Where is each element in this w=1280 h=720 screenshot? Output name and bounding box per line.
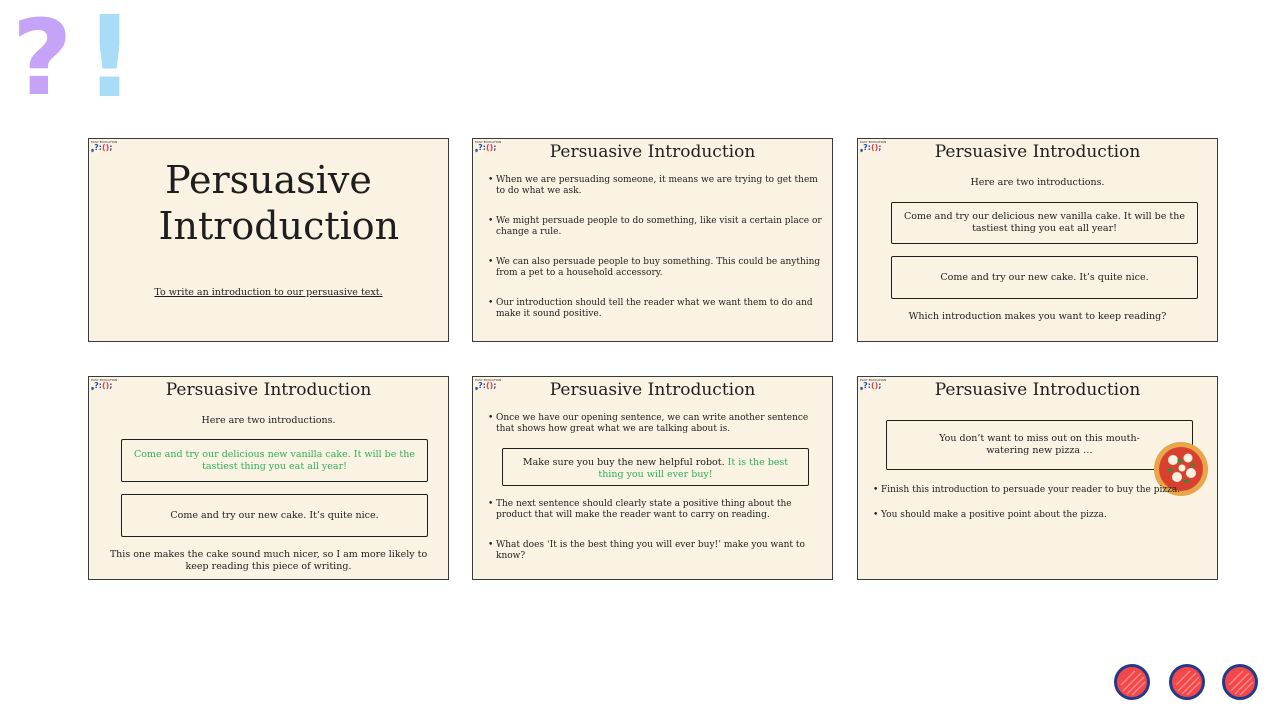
nav-button-3[interactable]: [1222, 664, 1258, 700]
bullet-item: • You should make a positive point about the pizza.: [873, 510, 1207, 521]
prompt-box: You don’t want to miss out on this mouth-watering new pizza …: [886, 420, 1193, 470]
bullet-item: • We might persuade people to do something, like visit a certain place or change a rule.: [488, 216, 822, 238]
question-text: Which introduction makes you want to keep reading?: [908, 311, 1167, 322]
intro-text: Here are two introductions.: [970, 177, 1105, 188]
brand-mark: EASY EDUCATION ❟?:();: [475, 140, 502, 152]
scribble-circle-icon: [1225, 667, 1255, 697]
slide-title: Persuasive Introduction: [934, 142, 1141, 162]
bullet-item: • Our introduction should tell the reader what we want them to do and make it sound positive.: [488, 298, 822, 320]
scribble-circle-icon: [1117, 667, 1147, 697]
example-box: Make sure you buy the new helpful robot. It is the best thing you will ever buy!: [502, 448, 809, 486]
brand-mark: EASY EDUCATION ❟?:();: [475, 378, 502, 390]
bullet-item: • Once we have our opening sentence, we can write another sentence that shows how great what we are talking about is.: [488, 413, 822, 435]
slide-thumbnail-3[interactable]: [857, 138, 1218, 342]
learning-objective: To write an introduction to our persuasive text.: [154, 287, 383, 298]
slide-title: Persuasive Introduction: [549, 380, 756, 400]
bullet-list: [488, 175, 822, 339]
slide-thumbnail-4[interactable]: [88, 376, 449, 580]
bullet-item: • When we are persuading someone, it means we are trying to get them to do what we ask.: [488, 175, 822, 197]
brand-mark: EASY EDUCATION ❟?:();: [91, 378, 118, 390]
slide-thumbnail-5[interactable]: [472, 376, 833, 580]
slide-title: Persuasive Introduction: [934, 380, 1141, 400]
example-box-plain: Come and try our new cake. It’s quite nice.: [891, 256, 1198, 299]
slide-thumbnail-2[interactable]: [472, 138, 833, 342]
example-box-persuasive: Come and try our delicious new vanilla cake. It will be the tastiest thing you eat all year!: [121, 439, 428, 482]
logo: [12, 0, 136, 123]
nav-button-1[interactable]: [1114, 664, 1150, 700]
scribble-circle-icon: [1172, 667, 1202, 697]
intro-text: Here are two introductions.: [201, 415, 336, 426]
bullet-item: • The next sentence should clearly state a positive thing about the product that will make the reader want to carry on reading.: [488, 499, 822, 521]
example-box-plain: Come and try our new cake. It’s quite nice.: [121, 494, 428, 537]
nav-button-2[interactable]: [1169, 664, 1205, 700]
bullet-item: • What does ‘It is the best thing you will ever buy!’ make you want to know?: [488, 540, 822, 562]
bullet-list: [873, 485, 1207, 540]
slide-thumbnail-1[interactable]: [88, 138, 449, 342]
question-mark-icon: ?: [12, 0, 73, 119]
brand-mark: EASY EDUCATION ❟?:();: [860, 378, 887, 390]
slide-title: Persuasive Introduction: [165, 380, 372, 400]
bullet-item: • Finish this introduction to persuade your reader to buy the pizza.: [873, 485, 1207, 496]
exclamation-mark-icon: !: [84, 0, 136, 123]
bullet-item: • We can also persuade people to buy something. This could be anything from a pet to a household accessory.: [488, 257, 822, 279]
example-box-persuasive: Come and try our delicious new vanilla cake. It will be the tastiest thing you eat all year!: [891, 202, 1198, 244]
bullet-list: [488, 499, 822, 580]
slide-title: Persuasive Introduction: [158, 158, 400, 248]
slide-title: Persuasive Introduction: [549, 142, 756, 162]
brand-mark: EASY EDUCATION ❟?:();: [91, 140, 118, 152]
slide-thumbnail-6[interactable]: [857, 376, 1218, 580]
conclusion-text: This one makes the cake sound much nicer, so I am more likely to keep reading this piece of writing.: [109, 549, 428, 572]
brand-mark: EASY EDUCATION ❟?:();: [860, 140, 887, 152]
